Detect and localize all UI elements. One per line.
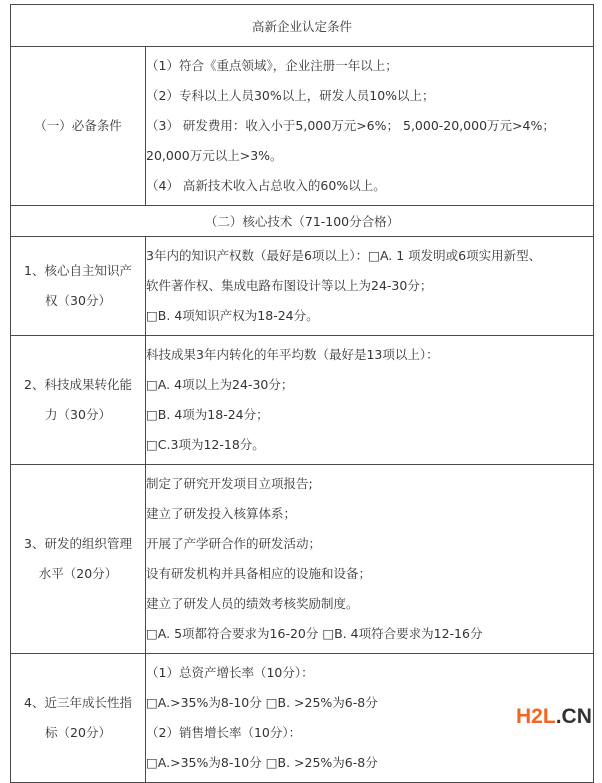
content-line: 开展了产学研合作的研发活动； [146, 536, 322, 551]
content-line: （1）符合《重点领域》，企业注册一年以上； [146, 58, 398, 73]
row-label-line: 标（20分） [45, 725, 111, 740]
row-label [11, 654, 146, 783]
row-label-line: 4、近三年成长性指 [24, 695, 132, 710]
row-label-line: 权（30分） [45, 293, 111, 308]
table-row-rd-management [11, 465, 594, 654]
row-content [146, 465, 594, 654]
row-label-line: 1、核心自主知识产 [24, 263, 132, 278]
row-label-line: 水平（20分） [38, 566, 118, 581]
content-line: □A.>35%为8-10分 □B. >25%为6-8分 [146, 695, 378, 710]
content-line: □A. 5项都符合要求为16-20分 □B. 4项符合要求为12-16分 [146, 626, 483, 641]
content-line: 设有研发机构并具备相应的设施和设备； [146, 566, 372, 581]
required-content [146, 47, 594, 206]
row-content [146, 336, 594, 465]
required-label: （一）必备条件 [11, 47, 146, 206]
content-line: 软件著作权、集成电路布图设计等以上为24-30分； [146, 278, 433, 293]
content-line: 3年内的知识产权数（最好是6项以上）：□A. 1 项发明或6项实用新型、 [146, 248, 542, 263]
table-row-required [11, 47, 594, 206]
content-line: （3） 研发费用：收入小于5,000万元>6%； 5,000-20,000万元>4%； [146, 118, 555, 133]
row-label-line: 力（30分） [45, 407, 111, 422]
row-label [11, 336, 146, 465]
content-line: □B. 4项为18-24分； [146, 407, 269, 422]
content-line: □A.>35%为8-10分 □B. >25%为6-8分 [146, 755, 378, 770]
content-line: □B. 4项知识产权为18-24分。 [146, 308, 319, 323]
table-row-ip [11, 237, 594, 336]
content-line: （2）专科以上人员30%以上，研发人员10%以上； [146, 88, 435, 103]
hitech-criteria-table [10, 4, 594, 783]
site-watermark-logo [516, 706, 592, 728]
content-line: 建立了研发投入核算体系； [146, 506, 297, 521]
row-content [146, 237, 594, 336]
core-tech-section-header: （二）核心技术（71-100分合格） [11, 206, 594, 237]
row-label-line: 2、科技成果转化能 [24, 377, 132, 392]
watermark-part-cn: .CN [555, 705, 592, 728]
content-line: 制定了研究开发项目立项报告; [146, 476, 313, 491]
table-row-conversion [11, 336, 594, 465]
content-line: 科技成果3年内转化的年平均数（最好是13项以上）： [146, 347, 439, 362]
content-line: （4） 高新技术收入占总收入的60%以上。 [146, 178, 386, 193]
content-line: （2）销售增长率（10分）： [146, 725, 302, 740]
content-line: 建立了研发人员的绩效考核奖励制度。 [146, 596, 359, 611]
table-title: 高新企业认定条件 [11, 5, 594, 47]
table-row-growth [11, 654, 594, 783]
content-line: 20,000万元以上>3%。 [146, 148, 283, 163]
title-row [11, 5, 594, 47]
watermark-part-h2l: H2L [516, 705, 556, 728]
content-line: （1）总资产增长率（10分）： [146, 665, 314, 680]
content-line: □A. 4项以上为24-30分； [146, 377, 294, 392]
section-header-row [11, 206, 594, 237]
row-label [11, 465, 146, 654]
document-sheet [10, 4, 593, 783]
row-label-line: 3、研发的组织管理 [24, 536, 132, 551]
row-label [11, 237, 146, 336]
content-line: □C.3项为12-18分。 [146, 437, 265, 452]
